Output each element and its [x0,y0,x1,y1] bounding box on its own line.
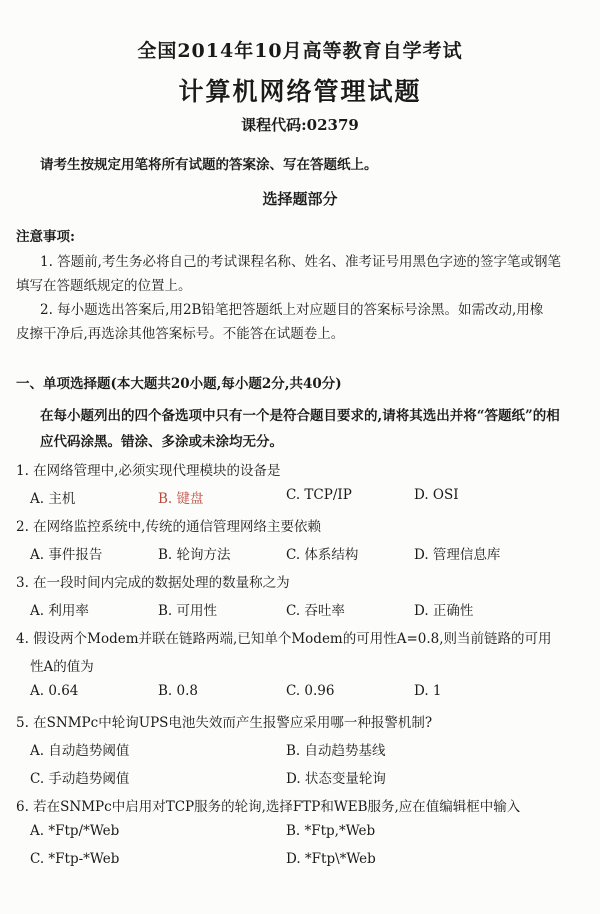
question-1-option-d: D. OSI [414,487,459,503]
page-title: 计算机网络管理试题 [178,77,422,106]
section-title: 选择题部分 [262,190,338,208]
note-2-line-2: 皮擦干净后,再选涂其他答案标号。不能答在试题卷上。 [16,326,345,342]
note-1-line-2: 填写在答题纸规定的位置上。 [16,278,192,294]
question-5-option-a: A. 自动趋势阈值 [30,743,130,759]
question-4-option-a: A. 0.64 [30,683,79,699]
question-3-option-a: A. 利用率 [30,603,89,619]
question-2-option-a: A. 事件报告 [30,547,103,563]
question-3-option-c: C. 吞吐率 [286,603,345,619]
question-1-option-a: A. 主机 [30,491,76,507]
question-5-option-d: D. 状态变量轮询 [286,771,386,787]
question-2-option-c: C. 体系结构 [286,547,359,563]
question-2-option-d: D. 管理信息库 [414,547,501,563]
question-4-option-c: C. 0.96 [286,683,335,699]
question-4-option-b: B. 0.8 [158,683,198,699]
question-2-stem: 2. 在网络监控系统中,传统的通信管理网络主要依赖 [16,519,321,535]
general-instruction: 请考生按规定用笔将所有试题的答案涂、写在答题纸上。 [40,157,378,173]
question-4-option-d: D. 1 [414,683,442,699]
part-1-heading: 一、单项选择题(本大题共20小题,每小题2分,共40分) [16,376,342,392]
question-1-option-c: C. TCP/IP [286,487,352,503]
notes-heading: 注意事项: [16,229,75,245]
note-2-line-1: 2. 每小题选出答案后,用2B铅笔把答题纸上对应题目的答案标号涂黑。如需改动,用橡 [40,302,544,318]
question-1-option-b: B. 键盘 [158,491,204,507]
part-1-desc-line-1: 在每小题列出的四个备选项中只有一个是符合题目要求的,请将其选出并将“答题纸”的相 [40,408,560,424]
note-1-line-1: 1. 答题前,考生务必将自己的考试课程名称、姓名、准考证号用黑色字迹的签字笔或钢笔 [40,254,561,270]
question-3-option-d: D. 正确性 [414,603,474,619]
question-6-option-a: A. *Ftp/*Web [30,823,120,839]
exam-session-title: 全国2014年10月高等教育自学考试 [137,40,463,62]
question-5-option-b: B. 自动趋势基线 [286,743,386,759]
part-1-desc-line-2: 应代码涂黑。错涂、多涂或未涂均无分。 [40,434,283,450]
question-6-option-d: D. *Ftp\*Web [286,851,376,867]
question-6-option-c: C. *Ftp-*Web [30,851,120,867]
course-code: 课程代码:02379 [241,116,359,134]
question-6-option-b: B. *Ftp,*Web [286,823,376,839]
question-3-option-b: B. 可用性 [158,603,218,619]
question-4-stem-line-1: 4. 假设两个Modem并联在链路两端,已知单个Modem的可用性A=0.8,则当前链路的可用 [16,631,552,647]
question-5-option-c: C. 手动趋势阈值 [30,771,130,787]
question-5-stem: 5. 在SNMPc中轮询UPS电池失效而产生报警应采用哪一种报警机制? [16,715,433,731]
question-6-stem: 6. 若在SNMPc中启用对TCP服务的轮询,选择FTP和WEB服务,应在值编辑框中输入 [16,799,521,815]
question-1-stem: 1. 在网络管理中,必须实现代理模块的设备是 [16,463,281,479]
question-4-stem-line-2: 性A的值为 [30,659,94,675]
question-2-option-b: B. 轮询方法 [158,547,231,563]
question-3-stem: 3. 在一段时间内完成的数据处理的数量称之为 [16,575,290,591]
